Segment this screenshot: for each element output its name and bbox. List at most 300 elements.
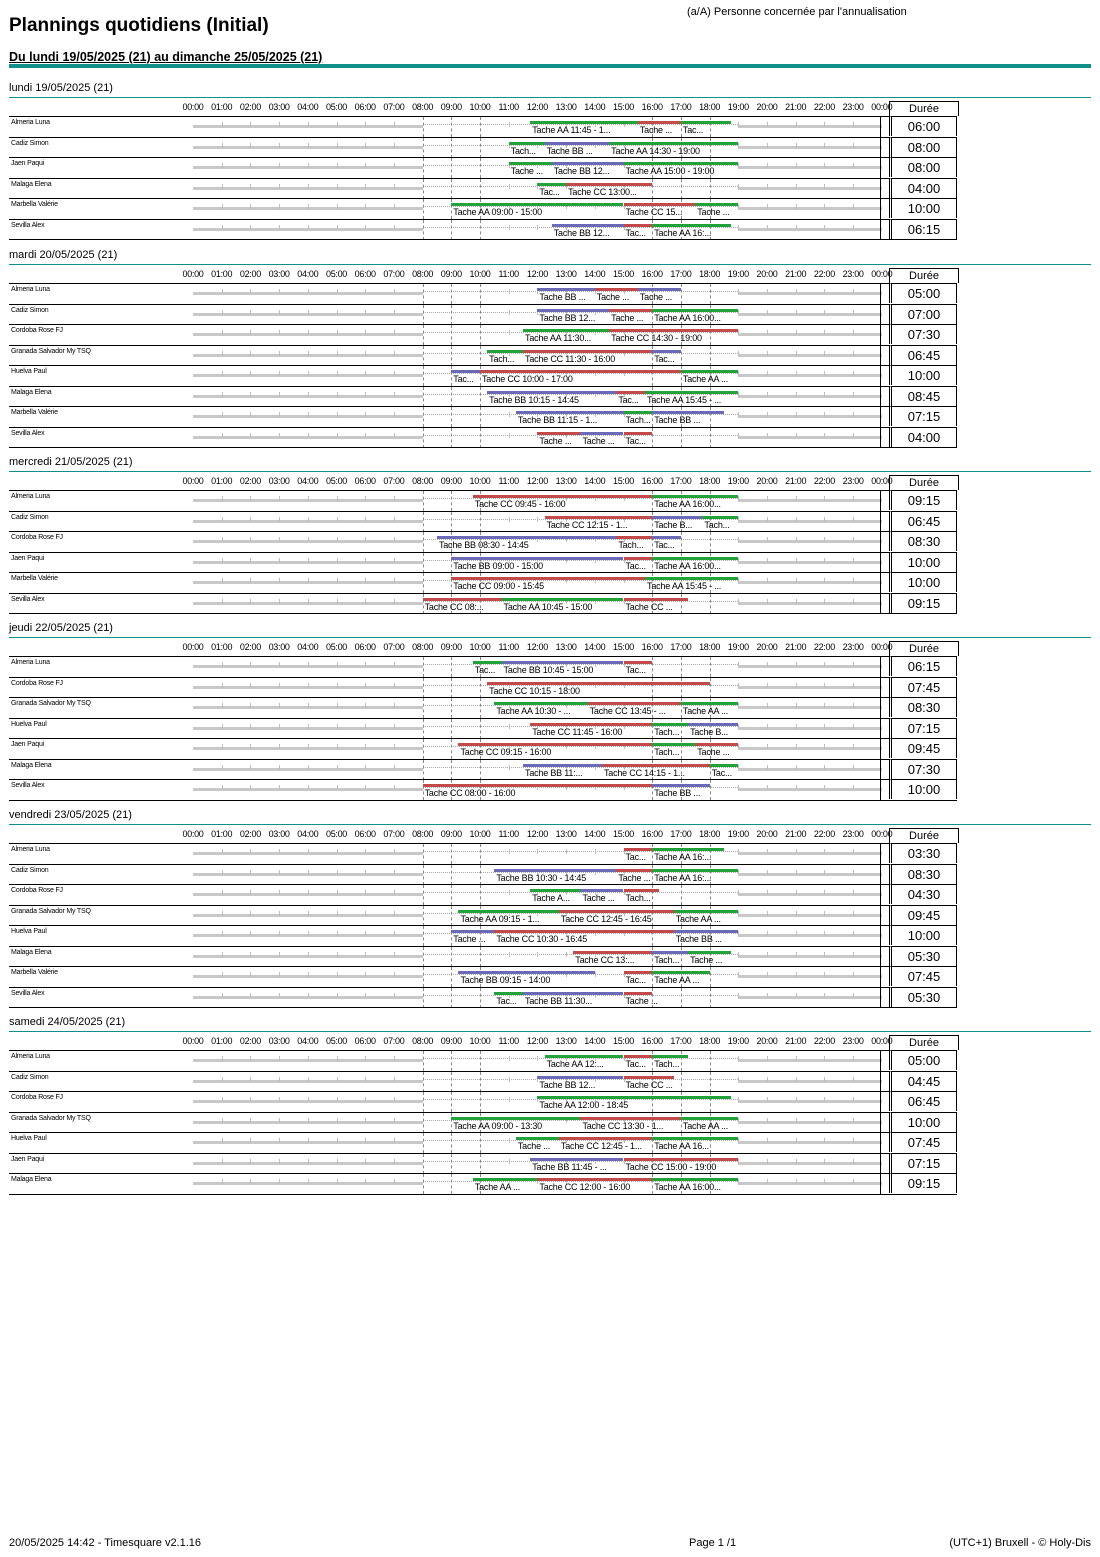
hour-tick — [796, 1056, 797, 1061]
schedule-row[interactable] — [9, 386, 889, 407]
unavailable-bar — [738, 1141, 882, 1144]
task-segment-bb[interactable] — [451, 930, 494, 933]
task-segment-cc[interactable] — [487, 682, 709, 685]
task-segment-bb[interactable] — [652, 951, 688, 954]
task-segment-cc[interactable] — [530, 723, 652, 726]
task-segment-aa[interactable] — [509, 142, 545, 145]
task-segment-cc[interactable] — [624, 661, 653, 664]
schedule-row[interactable] — [9, 718, 889, 739]
task-segment-bb[interactable] — [580, 432, 623, 435]
hour-tick — [308, 517, 309, 522]
hour-tick — [796, 163, 797, 168]
hour-label: 14:00 — [584, 269, 606, 279]
hour-label: 00:00 — [182, 269, 204, 279]
task-segment-aa[interactable] — [516, 1137, 559, 1140]
task-segment-cc[interactable] — [609, 329, 738, 332]
task-segment-cc[interactable] — [573, 951, 652, 954]
hour-tick — [250, 184, 251, 189]
hour-tick — [394, 578, 395, 583]
task-segment-bb[interactable] — [688, 723, 738, 726]
hour-tick — [337, 993, 338, 998]
hour-tick — [767, 952, 768, 957]
schedule-row[interactable] — [9, 137, 889, 158]
hour-tick — [250, 517, 251, 522]
hour-label: 21:00 — [785, 269, 807, 279]
employee-name: Huelva Paul — [11, 368, 47, 375]
task-segment-bb[interactable] — [652, 536, 681, 539]
task-label: Tache AA ... — [675, 913, 721, 924]
schedule-row[interactable] — [9, 884, 889, 905]
schedule-row[interactable] — [9, 677, 889, 698]
hour-label: 06:00 — [354, 476, 376, 486]
hour-label: 21:00 — [785, 1036, 807, 1046]
task-segment-aa[interactable] — [688, 951, 731, 954]
hour-label: 08:00 — [412, 642, 434, 652]
task-segment-cc[interactable] — [616, 869, 652, 872]
hour-tick — [767, 599, 768, 604]
hour-tick — [365, 703, 366, 708]
hour-label: 03:00 — [268, 829, 290, 839]
task-segment-aa[interactable] — [652, 1178, 738, 1181]
hour-label: 05:00 — [325, 642, 348, 652]
hour-label: 07:00 — [383, 476, 405, 486]
task-segment-cc[interactable] — [695, 743, 738, 746]
hour-tick — [738, 1138, 739, 1143]
task-segment-bb[interactable] — [502, 661, 624, 664]
hour-tick — [365, 1097, 366, 1102]
task-segment-aa[interactable] — [710, 764, 739, 767]
hour-tick — [279, 184, 280, 189]
task-segment-bb[interactable] — [537, 309, 609, 312]
hour-tick — [394, 952, 395, 957]
hour-tick — [222, 1077, 223, 1082]
task-segment-cc[interactable] — [595, 288, 638, 291]
task-segment-cc[interactable] — [624, 1158, 739, 1161]
task-segment-aa[interactable] — [609, 142, 738, 145]
hour-gridline — [423, 885, 424, 905]
schedule-row[interactable] — [9, 345, 889, 366]
task-segment-bb[interactable] — [451, 557, 623, 560]
task-segment-cc[interactable] — [624, 848, 653, 851]
task-segment-bb[interactable] — [537, 288, 594, 291]
hour-tick — [308, 683, 309, 688]
task-segment-bb[interactable] — [638, 288, 681, 291]
hour-tick — [738, 785, 739, 790]
task-segment-aa[interactable] — [652, 224, 731, 227]
task-segment-aa[interactable] — [645, 577, 738, 580]
hour-tick — [308, 371, 309, 376]
task-segment-cc[interactable] — [559, 1137, 652, 1140]
task-segment-cc[interactable] — [559, 910, 674, 913]
schedule-row[interactable] — [9, 905, 889, 926]
hour-tick — [824, 890, 825, 895]
duration-bottom-line — [889, 239, 957, 240]
schedule-row[interactable] — [9, 738, 889, 759]
schedule-row[interactable] — [9, 966, 889, 987]
task-segment-aa[interactable] — [652, 848, 724, 851]
task-segment-cc[interactable] — [638, 121, 681, 124]
hour-tick — [222, 703, 223, 708]
unavailable-bar — [738, 665, 882, 668]
hour-tick — [337, 785, 338, 790]
task-segment-cc[interactable] — [624, 971, 653, 974]
hour-tick — [394, 558, 395, 563]
schedule-row[interactable] — [9, 427, 889, 448]
task-segment-aa[interactable] — [652, 495, 738, 498]
schedule-row[interactable] — [9, 843, 889, 864]
schedule-row[interactable] — [9, 490, 889, 511]
task-segment-aa[interactable] — [652, 723, 688, 726]
hour-label: 00:00 — [182, 1036, 204, 1046]
day-end-line — [880, 760, 881, 780]
hour-label: 08:00 — [412, 269, 434, 279]
hour-gridline — [652, 780, 653, 800]
hour-tick — [394, 310, 395, 315]
schedule-row[interactable] — [9, 1050, 889, 1071]
task-segment-cc[interactable] — [624, 598, 689, 601]
hour-tick — [308, 703, 309, 708]
task-segment-bb[interactable] — [530, 1158, 623, 1161]
day-end-line — [880, 407, 881, 427]
task-segment-aa[interactable] — [702, 516, 738, 519]
hour-gridline — [681, 1092, 682, 1112]
task-segment-aa[interactable] — [652, 1055, 688, 1058]
task-segment-aa[interactable] — [652, 557, 738, 560]
hour-tick — [250, 785, 251, 790]
task-segment-aa[interactable] — [537, 183, 566, 186]
schedule-row[interactable] — [9, 531, 889, 552]
footer-page-number: Page 1 /1 — [689, 1537, 737, 1549]
hour-label: 08:00 — [412, 1036, 434, 1046]
hour-gridline — [480, 428, 481, 448]
task-segment-bb[interactable] — [494, 869, 616, 872]
duration-cell: 04:30 — [889, 884, 957, 904]
schedule-row[interactable] — [9, 925, 889, 946]
hour-tick — [824, 310, 825, 315]
task-segment-bb[interactable] — [552, 162, 624, 165]
hour-tick — [853, 1077, 854, 1082]
schedule-row[interactable] — [9, 1173, 889, 1194]
task-segment-aa[interactable] — [645, 391, 738, 394]
hour-tick — [279, 993, 280, 998]
task-segment-aa[interactable] — [473, 1178, 538, 1181]
hour-tick — [279, 599, 280, 604]
schedule-row[interactable] — [9, 1153, 889, 1174]
hour-tick — [365, 1056, 366, 1061]
employee-name: Marbella Valérie — [11, 201, 58, 208]
task-segment-bb[interactable] — [537, 1076, 623, 1079]
task-segment-cc[interactable] — [624, 432, 653, 435]
employee-name: Marbella Valérie — [11, 409, 58, 416]
hour-gridline — [480, 698, 481, 718]
task-segment-aa[interactable] — [451, 1117, 580, 1120]
hour-gridline — [681, 698, 682, 718]
task-segment-aa[interactable] — [494, 702, 587, 705]
hour-label: 06:00 — [354, 269, 376, 279]
schedule-row[interactable] — [9, 656, 889, 677]
hour-tick — [509, 849, 510, 854]
hour-tick — [308, 578, 309, 583]
task-segment-cc[interactable] — [494, 930, 673, 933]
hour-tick — [824, 703, 825, 708]
task-segment-cc[interactable] — [624, 1076, 674, 1079]
task-segment-cc[interactable] — [480, 370, 681, 373]
hour-tick — [308, 890, 309, 895]
hour-tick — [279, 143, 280, 148]
task-segment-cc[interactable] — [545, 516, 653, 519]
task-segment-bb[interactable] — [487, 391, 616, 394]
task-segment-bb[interactable] — [652, 784, 709, 787]
hour-tick — [250, 289, 251, 294]
hour-gridline — [710, 760, 711, 780]
employee-name: Almeria Luna — [11, 1053, 50, 1060]
hour-gridline — [652, 926, 653, 946]
task-segment-cc[interactable] — [624, 557, 653, 560]
task-label: Tache CC 10:30 - 16:45 — [496, 934, 588, 944]
hour-tick — [509, 310, 510, 315]
task-segment-cc[interactable] — [537, 432, 580, 435]
task-segment-aa[interactable] — [523, 329, 609, 332]
task-segment-bb[interactable] — [580, 889, 623, 892]
task-segment-aa[interactable] — [530, 121, 638, 124]
task-segment-aa[interactable] — [652, 309, 738, 312]
schedule-row[interactable] — [9, 219, 889, 240]
task-segment-aa[interactable] — [652, 869, 738, 872]
hour-tick — [279, 225, 280, 230]
task-segment-aa[interactable] — [537, 1096, 731, 1099]
hour-gridline — [652, 512, 653, 532]
hour-tick — [796, 1138, 797, 1143]
hour-tick — [337, 1056, 338, 1061]
schedule-row[interactable] — [9, 1132, 889, 1153]
hour-tick — [853, 599, 854, 604]
task-segment-cc[interactable] — [624, 889, 660, 892]
schedule-row[interactable] — [9, 283, 889, 304]
task-segment-aa[interactable] — [502, 598, 624, 601]
hour-tick — [738, 1159, 739, 1164]
hour-tick — [767, 993, 768, 998]
hour-tick — [767, 184, 768, 189]
task-segment-aa[interactable] — [487, 350, 523, 353]
task-segment-cc[interactable] — [616, 391, 645, 394]
hour-label: 10:00 — [469, 642, 491, 652]
task-segment-aa[interactable] — [509, 162, 552, 165]
schedule-row[interactable] — [9, 593, 889, 614]
task-segment-aa[interactable] — [652, 971, 709, 974]
task-label: Tach... — [618, 540, 644, 550]
hour-label: 09:00 — [440, 269, 462, 279]
period-divider — [9, 64, 1091, 68]
task-segment-aa[interactable] — [530, 889, 580, 892]
hour-label: 17:00 — [670, 642, 692, 652]
duration-header: Durée — [889, 828, 959, 843]
hour-tick — [337, 412, 338, 417]
schedule-row[interactable] — [9, 779, 889, 800]
task-segment-cc[interactable] — [602, 764, 710, 767]
day-title: vendredi 23/05/2025 (21) — [9, 809, 132, 821]
schedule-row[interactable] — [9, 864, 889, 885]
unavailable-bar — [738, 166, 882, 169]
task-segment-aa[interactable] — [652, 1137, 738, 1140]
task-segment-aa[interactable] — [473, 661, 502, 664]
hour-label: 22:00 — [813, 829, 835, 839]
hour-gridline — [423, 573, 424, 593]
task-segment-aa[interactable] — [681, 702, 738, 705]
hour-tick — [767, 392, 768, 397]
task-segment-aa[interactable] — [545, 1055, 624, 1058]
hour-tick — [853, 1159, 854, 1164]
task-segment-bb[interactable] — [458, 971, 594, 974]
task-segment-aa[interactable] — [494, 992, 523, 995]
hour-label: 20:00 — [756, 102, 778, 112]
schedule-row[interactable] — [9, 946, 889, 967]
task-segment-bb[interactable] — [652, 516, 702, 519]
hour-label: 11:00 — [498, 269, 519, 279]
task-segment-cc[interactable] — [566, 183, 652, 186]
hour-gridline — [710, 780, 711, 800]
unavailable-bar — [738, 686, 882, 689]
hour-tick — [738, 558, 739, 563]
task-label: Tache ... — [625, 995, 658, 1006]
task-segment-cc[interactable] — [624, 203, 696, 206]
schedule-row[interactable] — [9, 1112, 889, 1133]
day-divider — [9, 97, 1091, 98]
duration-cell: 10:00 — [889, 552, 957, 572]
task-segment-aa[interactable] — [652, 743, 695, 746]
duration-bottom-line — [889, 800, 957, 801]
task-segment-cc[interactable] — [609, 309, 652, 312]
task-segment-bb[interactable] — [451, 370, 480, 373]
hour-tick — [824, 225, 825, 230]
task-segment-bb[interactable] — [545, 142, 610, 145]
hour-tick — [796, 330, 797, 335]
hour-gridline — [652, 885, 653, 905]
hour-tick — [824, 163, 825, 168]
schedule-row[interactable] — [9, 324, 889, 345]
task-segment-cc[interactable] — [580, 1117, 680, 1120]
table-bottom-line — [9, 447, 889, 448]
task-segment-aa[interactable] — [695, 203, 738, 206]
hour-header — [9, 269, 893, 281]
schedule-row[interactable] — [9, 198, 889, 219]
task-segment-bb[interactable] — [652, 411, 724, 414]
hour-tick — [222, 163, 223, 168]
hour-tick — [796, 1159, 797, 1164]
task-segment-cc[interactable] — [624, 992, 653, 995]
task-segment-cc[interactable] — [458, 743, 652, 746]
hour-gridline — [710, 407, 711, 427]
task-segment-cc[interactable] — [588, 702, 681, 705]
task-segment-cc[interactable] — [523, 350, 652, 353]
hour-gridline — [480, 1154, 481, 1174]
duration-cell: 07:15 — [889, 406, 957, 426]
hour-label: 00:00 — [182, 102, 204, 112]
task-segment-aa[interactable] — [624, 162, 739, 165]
schedule-row[interactable] — [9, 406, 889, 427]
schedule-row[interactable] — [9, 759, 889, 780]
schedule-row[interactable] — [9, 511, 889, 532]
schedule-row[interactable] — [9, 157, 889, 178]
task-segment-aa[interactable] — [624, 411, 653, 414]
hour-label: 20:00 — [756, 1036, 778, 1046]
hour-label: 22:00 — [813, 1036, 835, 1046]
schedule-row[interactable] — [9, 987, 889, 1008]
task-segment-aa[interactable] — [681, 121, 731, 124]
hour-tick — [796, 1077, 797, 1082]
schedule-row[interactable] — [9, 304, 889, 325]
hour-tick — [394, 1056, 395, 1061]
hour-gridline — [710, 138, 711, 158]
schedule-row[interactable] — [9, 116, 889, 137]
task-segment-cc[interactable] — [423, 784, 653, 787]
schedule-row[interactable] — [9, 697, 889, 718]
schedule-row[interactable] — [9, 1071, 889, 1092]
task-segment-cc[interactable] — [537, 1178, 652, 1181]
task-segment-aa[interactable] — [458, 910, 558, 913]
task-segment-bb[interactable] — [437, 536, 616, 539]
task-segment-cc[interactable] — [451, 577, 645, 580]
task-segment-bb[interactable] — [674, 930, 739, 933]
hour-gridline — [423, 387, 424, 407]
hour-label: 06:00 — [354, 642, 376, 652]
hour-tick — [308, 765, 309, 770]
hour-tick — [279, 310, 280, 315]
hour-label: 05:00 — [325, 1036, 348, 1046]
task-segment-aa[interactable] — [681, 370, 738, 373]
employee-name: Granada Salvador My TSQ — [11, 700, 91, 707]
task-segment-bb[interactable] — [516, 411, 624, 414]
hour-tick — [250, 972, 251, 977]
task-segment-aa[interactable] — [674, 910, 739, 913]
schedule-row[interactable] — [9, 1091, 889, 1112]
task-segment-aa[interactable] — [451, 203, 623, 206]
task-segment-bb[interactable] — [552, 224, 624, 227]
schedule-row[interactable] — [9, 178, 889, 199]
hour-gridline — [423, 158, 424, 178]
task-segment-aa[interactable] — [681, 1117, 738, 1120]
hour-header — [9, 829, 893, 841]
hour-tick — [767, 163, 768, 168]
hour-tick — [394, 143, 395, 148]
task-segment-bb[interactable] — [523, 992, 623, 995]
task-label: Tache ... — [690, 954, 723, 965]
hour-tick — [767, 1159, 768, 1164]
task-segment-cc[interactable] — [616, 536, 652, 539]
unavailable-bar — [738, 436, 882, 439]
unavailable-bar — [738, 415, 882, 418]
task-segment-cc[interactable] — [624, 224, 653, 227]
duration-cell: 06:45 — [889, 345, 957, 365]
hour-gridline — [451, 573, 452, 593]
schedule-row[interactable] — [9, 572, 889, 593]
hour-tick — [337, 371, 338, 376]
schedule-row[interactable] — [9, 552, 889, 573]
hour-tick — [337, 204, 338, 209]
day-end-line — [880, 158, 881, 178]
task-segment-bb[interactable] — [652, 350, 681, 353]
task-segment-bb[interactable] — [523, 764, 602, 767]
task-segment-cc[interactable] — [423, 598, 502, 601]
hour-gridline — [480, 1133, 481, 1153]
hour-tick — [365, 310, 366, 315]
employee-name: Huelva Paul — [11, 1135, 47, 1142]
task-segment-cc[interactable] — [473, 495, 652, 498]
hour-tick — [394, 537, 395, 542]
hour-gridline — [451, 179, 452, 199]
task-segment-cc[interactable] — [624, 1055, 653, 1058]
hour-tick — [738, 744, 739, 749]
schedule-row[interactable] — [9, 365, 889, 386]
